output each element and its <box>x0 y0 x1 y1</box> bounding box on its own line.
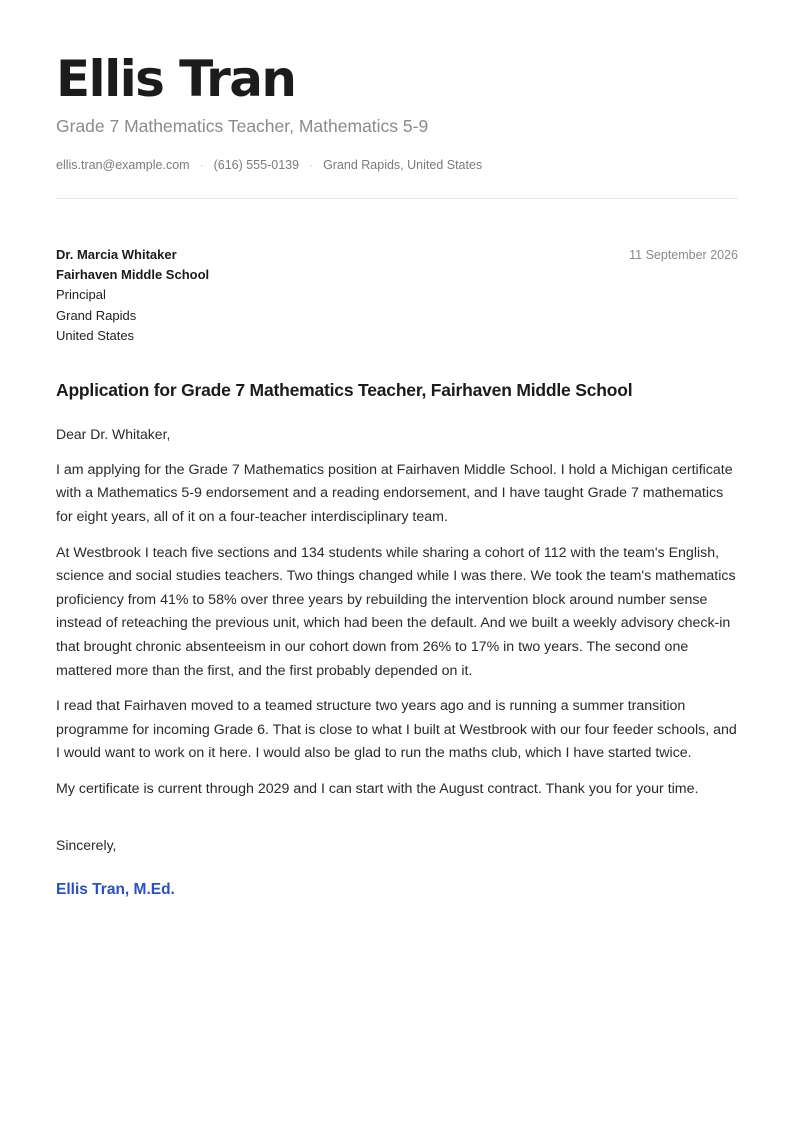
recipient-role: Principal <box>56 287 106 303</box>
letter-subject: Application for Grade 7 Mathematics Teacher, Fairhaven Middle School <box>56 380 633 401</box>
sender-job-title: Grade 7 Mathematics Teacher, Mathematics 5-9 <box>56 116 429 136</box>
letter-date: 11 September 2026 <box>629 247 738 262</box>
recipient-address <box>56 245 209 346</box>
signature: Ellis Tran, M.Ed. <box>56 880 175 898</box>
recipient-name: Dr. Marcia Whitaker <box>56 246 177 262</box>
recipient-organization: Fairhaven Middle School <box>56 267 210 283</box>
recipient-country: United States <box>56 328 135 344</box>
address-block <box>56 245 738 346</box>
recipient-city: Grand Rapids <box>56 307 137 323</box>
letter-content <box>56 52 738 899</box>
letter-closing: Sincerely, <box>56 836 117 853</box>
header-divider <box>56 198 738 199</box>
contact-location: Grand Rapids, United States <box>323 157 483 172</box>
body-paragraph: I am applying for the Grade 7 Mathematics position at Fairhaven Middle School. I hold a Michigan certificate with a Mathematics 5-9 endorsement and a reading endorsement, and I have taught Grade 7 mathematics for eight years, all of it on a four-teacher interdisciplinary team. <box>56 461 733 526</box>
contact-separator: · <box>199 158 204 173</box>
contact-separator: · <box>309 158 314 173</box>
contact-email[interactable]: ellis.tran@example.com <box>56 157 190 172</box>
body-paragraph: My certificate is current through 2029 and I can start with the August contract. Thank you for your time. <box>56 780 699 797</box>
letter-header <box>56 52 738 199</box>
letter-body <box>56 459 738 802</box>
contact-row <box>56 158 738 173</box>
sender-name: Ellis Tran <box>56 50 296 108</box>
body-paragraph: I read that Fairhaven moved to a teamed structure two years ago and is running a summer transition programme for incoming Grade 6. That is close to what I built at Westbrook with our four feeder schools, and I would want to work on it here. I would also be glad to run the maths club, which I have started twice. <box>56 698 737 762</box>
body-paragraph: At Westbrook I teach five sections and 134 students while sharing a cohort of 112 with the team's English, science and social studies teachers. Two things changed while I was there. We took the team's mathematics proficiency from 41% to 58% over three years by rebuilding the intervention block around number sense instead of reteaching the previous unit, which had been the default. And we built a weekly advisory check-in that brought chronic absenteeism in our cohort down from 26% to 17% in two years. The second one mattered more than the first, and the first probably depended on it. <box>56 544 736 679</box>
salutation: Dear Dr. Whitaker, <box>56 426 171 443</box>
contact-phone[interactable]: (616) 555-0139 <box>213 157 300 172</box>
